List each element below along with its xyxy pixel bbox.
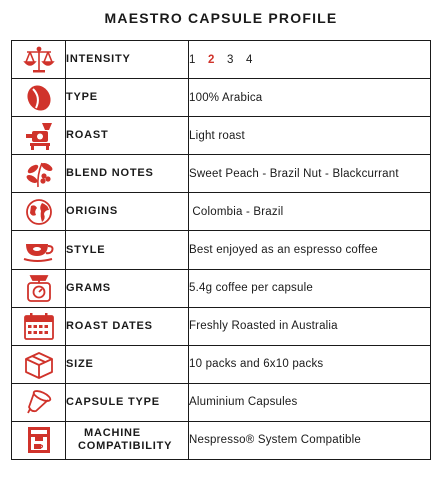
row-label: GRAMS [66,269,189,307]
row-label: ROAST [66,117,189,155]
row-label-line: COMPATIBILITY [78,440,173,453]
capsule-icon [22,387,56,417]
row-label: TYPE [66,79,189,117]
table-row-roast-dates [12,307,431,345]
scale-icon [22,45,56,75]
row-value: Light roast [189,117,431,155]
table-row-blend-notes [12,155,431,193]
table-row-size [12,345,431,383]
row-label: ORIGINS [66,193,189,231]
table-row-intensity [12,41,431,79]
table-row-type [12,79,431,117]
row-label-line: MACHINE [84,427,141,440]
row-value: Colombia - Brazil [189,193,431,231]
table-row-machine-compatibility [12,421,431,459]
weighing-scale-icon [22,273,56,303]
row-value: 100% Arabica [189,79,431,117]
roaster-icon [22,121,56,151]
coffee-machine-icon [22,425,56,455]
row-label: BLEND NOTES [66,155,189,193]
row-value: Aluminium Capsules [189,383,431,421]
table-row-grams [12,269,431,307]
calendar-icon [22,311,56,341]
intensity-level: 3 [227,53,234,66]
intensity-scale [189,41,431,79]
row-label: INTENSITY [66,41,189,79]
intensity-level-selected: 2 [208,53,215,66]
row-value: Freshly Roasted in Australia [189,307,431,345]
table-row-origins [12,193,431,231]
row-label: ROAST DATES [66,307,189,345]
row-label [66,421,189,459]
page-title: MAESTRO CAPSULE PROFILE [104,10,338,26]
box-icon [22,349,56,379]
intensity-level: 1 [189,53,196,66]
coffee-plant-icon [22,159,56,189]
coffee-bean-icon [22,83,56,113]
row-value: Sweet Peach - Brazil Nut - Blackcurrant [189,155,431,193]
table-row-capsule-type [12,383,431,421]
intensity-level: 4 [246,53,253,66]
globe-icon [22,197,56,227]
table-row-style [12,231,431,269]
row-value: 10 packs and 6x10 packs [189,345,431,383]
row-label: CAPSULE TYPE [66,383,189,421]
row-label: STYLE [66,231,189,269]
row-label: SIZE [66,345,189,383]
capsule-profile-table [11,40,431,460]
row-value: Best enjoyed as an espresso coffee [189,231,431,269]
table-row-roast [12,117,431,155]
espresso-cup-icon [22,235,56,265]
row-value: Nespresso® System Compatible [189,421,431,459]
row-value: 5.4g coffee per capsule [189,269,431,307]
